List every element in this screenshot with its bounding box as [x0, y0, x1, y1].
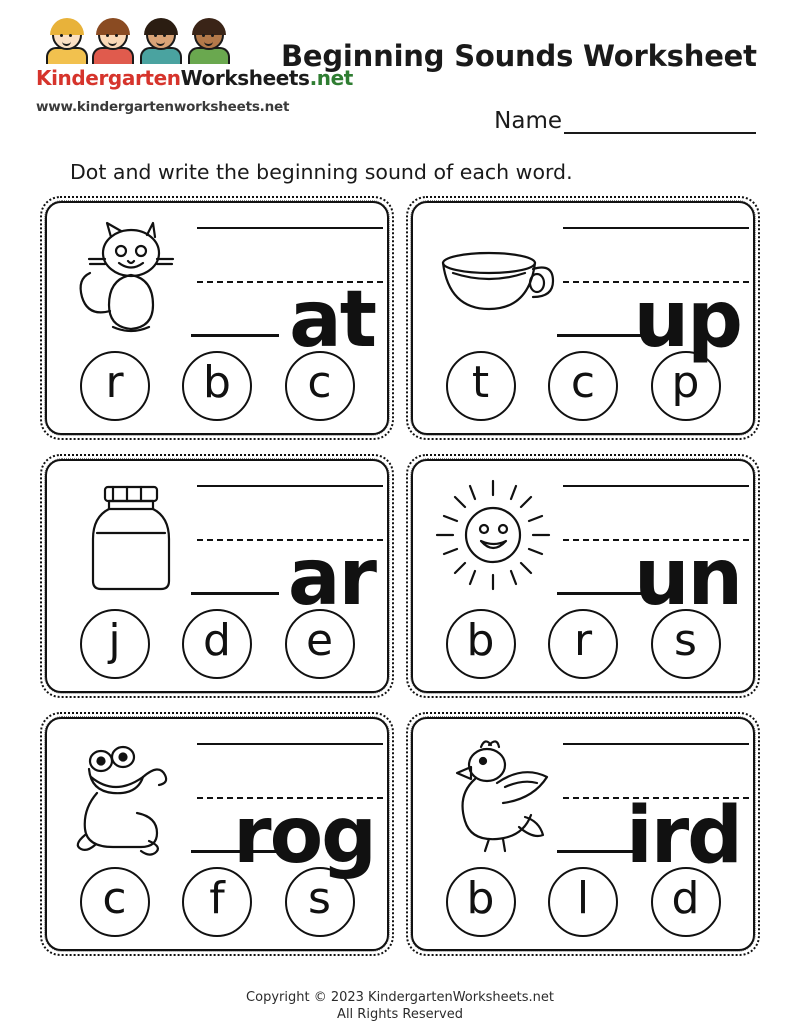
worksheet-card	[40, 196, 394, 440]
choice-option[interactable]: b	[446, 609, 516, 679]
card-inner	[45, 717, 389, 951]
name-field-row	[494, 108, 756, 134]
word-row	[59, 259, 377, 365]
choice-row	[47, 867, 387, 937]
logo-wordmark	[36, 66, 353, 90]
rights-line: All Rights Reserved	[337, 1007, 463, 1022]
word-suffix: at	[289, 275, 375, 365]
word-row	[425, 259, 743, 365]
choice-option[interactable]: b	[182, 351, 252, 421]
name-input[interactable]	[564, 111, 756, 134]
card-inner	[45, 201, 389, 435]
card-inner	[411, 201, 755, 435]
choice-row	[47, 351, 387, 421]
site-logo[interactable]	[36, 20, 353, 115]
name-label: Name	[494, 108, 562, 134]
four-kids-icon	[46, 20, 256, 64]
worksheet-card	[406, 196, 760, 440]
worksheet-card	[406, 712, 760, 956]
choice-row	[47, 609, 387, 679]
logo-word-worksheets: Worksheets	[180, 66, 310, 90]
worksheet-card	[40, 454, 394, 698]
footer	[0, 989, 800, 1023]
word-suffix: rog	[233, 791, 375, 881]
instructions-text: Dot and write the beginning sound of each word.	[70, 160, 573, 184]
choice-option[interactable]: f	[182, 867, 252, 937]
card-inner	[411, 459, 755, 693]
choice-option[interactable]: d	[651, 867, 721, 937]
choice-option[interactable]: r	[548, 609, 618, 679]
word-row	[59, 517, 377, 623]
choice-row	[413, 867, 753, 937]
copyright-line: Copyright © 2023 KindergartenWorksheets.net	[246, 990, 554, 1005]
answer-blank[interactable]	[557, 334, 645, 337]
choice-option[interactable]: s	[651, 609, 721, 679]
answer-blank[interactable]	[191, 334, 279, 337]
choice-row	[413, 609, 753, 679]
logo-word-net: .net	[309, 66, 353, 90]
word-row	[59, 775, 377, 881]
choice-option[interactable]: b	[446, 867, 516, 937]
word-suffix: ird	[625, 791, 741, 881]
choice-option[interactable]: s	[285, 867, 355, 937]
word-suffix: un	[633, 533, 741, 623]
choice-option[interactable]: c	[285, 351, 355, 421]
worksheet-card	[406, 454, 760, 698]
worksheet-grid	[40, 196, 760, 964]
card-inner	[45, 459, 389, 693]
word-suffix: ar	[287, 533, 375, 623]
answer-blank[interactable]	[191, 592, 279, 595]
choice-option[interactable]: t	[446, 351, 516, 421]
worksheet-card	[40, 712, 394, 956]
answer-blank[interactable]	[557, 592, 645, 595]
choice-option[interactable]: l	[548, 867, 618, 937]
choice-option[interactable]: c	[80, 867, 150, 937]
word-row	[425, 775, 743, 881]
word-row	[425, 517, 743, 623]
logo-url[interactable]: www.kindergartenworksheets.net	[36, 99, 290, 115]
word-suffix: up	[633, 275, 741, 365]
logo-word-kindergarten: Kindergarten	[36, 66, 181, 90]
choice-option[interactable]: c	[548, 351, 618, 421]
choice-option[interactable]: r	[80, 351, 150, 421]
worksheet-header	[0, 0, 800, 184]
card-inner	[411, 717, 755, 951]
choice-option[interactable]: p	[651, 351, 721, 421]
choice-option[interactable]: e	[285, 609, 355, 679]
choice-option[interactable]: j	[80, 609, 150, 679]
choice-row	[413, 351, 753, 421]
choice-option[interactable]: d	[182, 609, 252, 679]
page-title: Beginning Sounds Worksheet	[281, 39, 757, 73]
